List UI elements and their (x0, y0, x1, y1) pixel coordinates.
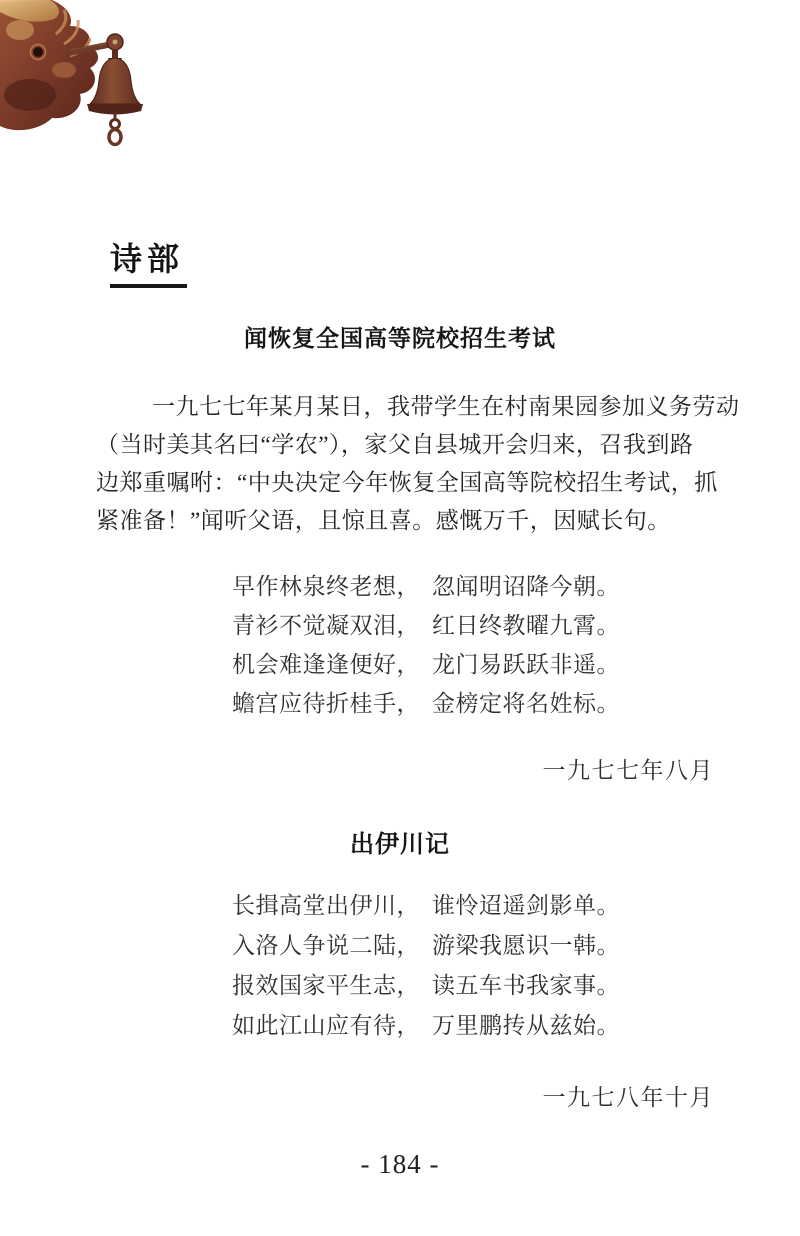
page-number: - 184 - (360, 1149, 440, 1179)
preface-line: 紧准备！”闻听父语，且惊且喜。感慨万千，因赋长句。 (96, 508, 671, 533)
verse-line: 机会难逢逢便好， 龙门易跃跃非遥。 (232, 652, 620, 677)
poem2-verse (232, 886, 620, 1046)
verse-line: 蟾宫应待折桂手， 金榜定将名姓标。 (232, 691, 620, 716)
verse-line: 青衫不觉凝双泪， 红日终教曜九霄。 (232, 613, 620, 638)
poem1-verse (232, 567, 620, 723)
verse-line: 报效国家平生志， 读五车书我家事。 (232, 973, 620, 998)
preface-line: 一九七七年某月某日，我带学生在村南果园参加义务劳动 (152, 394, 740, 419)
preface-line: 边郑重嘱咐：“中央决定今年恢复全国高等院校招生考试，抓 (96, 470, 718, 495)
poem2-date: 一九七八年十月 (542, 1085, 714, 1110)
poem1-date: 一九七七年八月 (542, 758, 714, 783)
preface-line: （当时美其名曰“学农”），家父自县城开会归来，召我到路 (96, 432, 694, 457)
poem1-title: 闻恢复全国高等院校招生考试 (244, 326, 556, 351)
verse-line: 如此江山应有待， 万里鹏抟从兹始。 (232, 1013, 620, 1038)
verse-line: 早作林泉终老想， 忽闻明诏降今朝。 (232, 574, 620, 599)
dragon-bell-illustration (0, 0, 172, 155)
poem2-title: 出伊川记 (350, 832, 450, 858)
poem1-preface (96, 388, 740, 540)
verse-line: 长揖高堂出伊川， 谁怜迢遥剑影单。 (232, 893, 620, 918)
section-title: 诗部 (110, 242, 187, 288)
verse-line: 入洛人争说二陆， 游梁我愿识一韩。 (232, 933, 620, 958)
dragon-bell-ornament-icon (0, 0, 172, 155)
